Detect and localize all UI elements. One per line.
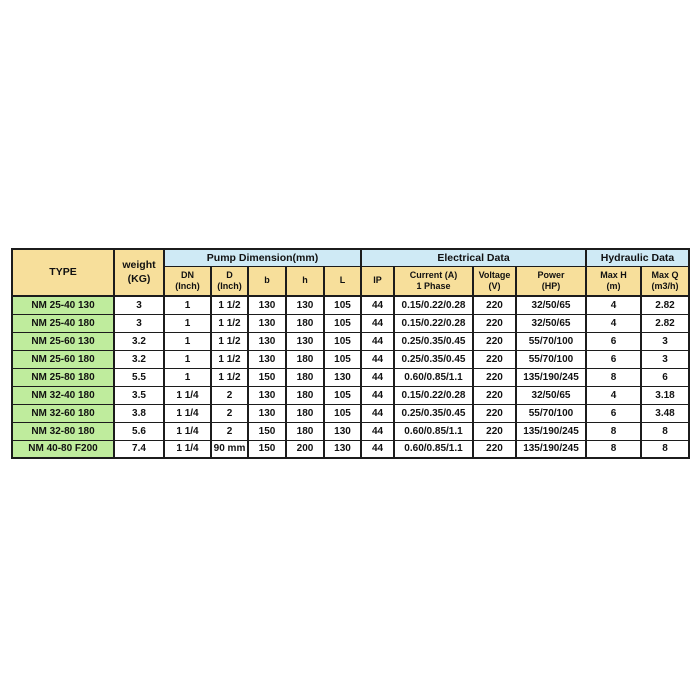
spec-value-cell: 6: [586, 350, 641, 368]
spec-value-cell: 1 1/2: [211, 350, 248, 368]
spec-value-cell: 3: [114, 296, 164, 314]
spec-value-cell: 32/50/65: [516, 314, 586, 332]
spec-value-cell: 7.4: [114, 440, 164, 458]
spec-value-cell: 4: [586, 314, 641, 332]
spec-value-cell: 32/50/65: [516, 296, 586, 314]
header-line: (KG): [127, 272, 151, 285]
spec-value-cell: 130: [324, 368, 361, 386]
pump-type-cell: NM 25-60 180: [12, 350, 114, 368]
spec-value-cell: 0.15/0.22/0.28: [394, 296, 473, 314]
group-header-pump-dimension: Pump Dimension(mm): [164, 249, 361, 266]
header-line: (HP): [541, 280, 561, 291]
spec-value-cell: 8: [586, 368, 641, 386]
spec-value-cell: 1 1/4: [164, 404, 211, 422]
spec-value-cell: 220: [473, 440, 516, 458]
spec-value-cell: 1: [164, 368, 211, 386]
spec-value-cell: 220: [473, 314, 516, 332]
spec-value-cell: 0.25/0.35/0.45: [394, 404, 473, 422]
col-header-dn: [164, 266, 211, 296]
col-header-b: [248, 266, 286, 296]
spec-value-cell: 0.60/0.85/1.1: [394, 368, 473, 386]
spec-value-cell: 220: [473, 296, 516, 314]
spec-value-cell: 44: [361, 350, 394, 368]
spec-value-cell: 44: [361, 422, 394, 440]
spec-value-cell: 130: [248, 386, 286, 404]
spec-value-cell: 135/190/245: [516, 422, 586, 440]
spec-value-cell: 44: [361, 386, 394, 404]
col-header-ip: [361, 266, 394, 296]
spec-value-cell: 130: [248, 314, 286, 332]
table-row: [12, 368, 689, 386]
spec-value-cell: 220: [473, 368, 516, 386]
spec-value-cell: 1 1/2: [211, 296, 248, 314]
spec-value-cell: 55/70/100: [516, 332, 586, 350]
spec-value-cell: 105: [324, 332, 361, 350]
header-line: b: [264, 275, 270, 286]
pump-type-cell: NM 32-60 180: [12, 404, 114, 422]
spec-value-cell: 105: [324, 314, 361, 332]
spec-value-cell: 2.82: [641, 296, 689, 314]
spec-value-cell: 180: [286, 368, 324, 386]
spec-value-cell: 130: [248, 350, 286, 368]
spec-value-cell: 180: [286, 422, 324, 440]
spec-value-cell: 0.60/0.85/1.1: [394, 422, 473, 440]
spec-value-cell: 44: [361, 296, 394, 314]
spec-value-cell: 44: [361, 404, 394, 422]
col-header-power: [516, 266, 586, 296]
spec-value-cell: 8: [641, 422, 689, 440]
spec-value-cell: 150: [248, 440, 286, 458]
spec-value-cell: 44: [361, 332, 394, 350]
pump-type-cell: NM 40-80 F200: [12, 440, 114, 458]
header-line: L: [339, 275, 346, 286]
spec-value-cell: 130: [248, 296, 286, 314]
spec-value-cell: 3: [641, 332, 689, 350]
spec-value-cell: 1 1/2: [211, 368, 248, 386]
group-header-electrical-data: Electrical Data: [361, 249, 586, 266]
spec-value-cell: 6: [586, 332, 641, 350]
spec-value-cell: 130: [286, 332, 324, 350]
col-header-voltage: [473, 266, 516, 296]
header-line: Current (A): [409, 269, 458, 280]
col-header-l: [324, 266, 361, 296]
spec-value-cell: 130: [248, 332, 286, 350]
spec-value-cell: 180: [286, 386, 324, 404]
spec-value-cell: 2: [211, 404, 248, 422]
spec-value-cell: 5.5: [114, 368, 164, 386]
spec-value-cell: 3: [641, 350, 689, 368]
spec-value-cell: 3.5: [114, 386, 164, 404]
header-line: DN: [181, 269, 194, 280]
header-line: Voltage: [478, 269, 511, 280]
spec-value-cell: 1 1/2: [211, 332, 248, 350]
spec-value-cell: 0.25/0.35/0.45: [394, 332, 473, 350]
spec-value-cell: 0.25/0.35/0.45: [394, 350, 473, 368]
spec-value-cell: 200: [286, 440, 324, 458]
group-header-hydraulic-data: Hydraulic Data: [586, 249, 689, 266]
table-header: [12, 249, 689, 296]
table-row: [12, 404, 689, 422]
spec-value-cell: 105: [324, 350, 361, 368]
pump-type-cell: NM 32-40 180: [12, 386, 114, 404]
spec-value-cell: 2.82: [641, 314, 689, 332]
spec-value-cell: 220: [473, 350, 516, 368]
col-header-h: [286, 266, 324, 296]
col-header-current: [394, 266, 473, 296]
table-row: [12, 296, 689, 314]
table-body: [12, 296, 689, 458]
spec-value-cell: 3.18: [641, 386, 689, 404]
spec-value-cell: 44: [361, 314, 394, 332]
spec-value-cell: 55/70/100: [516, 350, 586, 368]
spec-value-cell: 150: [248, 422, 286, 440]
spec-value-cell: 105: [324, 386, 361, 404]
spec-value-cell: 130: [286, 296, 324, 314]
spec-value-cell: 4: [586, 386, 641, 404]
spec-value-cell: 3.2: [114, 350, 164, 368]
table-row: [12, 350, 689, 368]
spec-value-cell: 2: [211, 422, 248, 440]
spec-value-cell: 1 1/4: [164, 422, 211, 440]
pump-type-cell: NM 32-80 180: [12, 422, 114, 440]
spec-value-cell: 3.2: [114, 332, 164, 350]
spec-value-cell: 105: [324, 296, 361, 314]
header-line: Max H: [600, 269, 627, 280]
spec-value-cell: 44: [361, 440, 394, 458]
col-header-d: [211, 266, 248, 296]
header-line: Max Q: [651, 269, 679, 280]
spec-value-cell: 8: [586, 440, 641, 458]
pump-type-cell: NM 25-40 130: [12, 296, 114, 314]
spec-value-cell: 180: [286, 314, 324, 332]
spec-value-cell: 2: [211, 386, 248, 404]
pump-type-cell: NM 25-60 130: [12, 332, 114, 350]
table-row: [12, 440, 689, 458]
spec-value-cell: 44: [361, 368, 394, 386]
spec-value-cell: 0.15/0.22/0.28: [394, 386, 473, 404]
header-line: (m): [606, 280, 621, 291]
col-header-max-q: [641, 266, 689, 296]
pump-spec-table: [11, 248, 690, 459]
spec-value-cell: 180: [286, 404, 324, 422]
header-line: (Inch): [175, 280, 200, 291]
spec-value-cell: 220: [473, 386, 516, 404]
pump-type-cell: NM 25-80 180: [12, 368, 114, 386]
spec-value-cell: 1: [164, 314, 211, 332]
spec-value-cell: 90 mm: [211, 440, 248, 458]
spec-value-cell: 1: [164, 350, 211, 368]
spec-value-cell: 3.48: [641, 404, 689, 422]
header-line: (m3/h): [651, 280, 679, 291]
spec-value-cell: 220: [473, 404, 516, 422]
header-line: (V): [488, 280, 501, 291]
col-header-weight: [114, 249, 164, 296]
header-line: D: [226, 269, 233, 280]
col-header-max-h: [586, 266, 641, 296]
spec-value-cell: 32/50/65: [516, 386, 586, 404]
header-line: IP: [373, 275, 382, 286]
spec-value-cell: 130: [324, 422, 361, 440]
spec-value-cell: 150: [248, 368, 286, 386]
spec-value-cell: 1: [164, 332, 211, 350]
spec-value-cell: 135/190/245: [516, 368, 586, 386]
group-header-row: [12, 249, 689, 266]
spec-value-cell: 3.8: [114, 404, 164, 422]
header-line: h: [302, 275, 308, 286]
spec-value-cell: 1 1/4: [164, 386, 211, 404]
spec-value-cell: 8: [641, 440, 689, 458]
spec-value-cell: 135/190/245: [516, 440, 586, 458]
table-row: [12, 422, 689, 440]
spec-value-cell: 0.15/0.22/0.28: [394, 314, 473, 332]
spec-value-cell: 0.60/0.85/1.1: [394, 440, 473, 458]
spec-value-cell: 6: [641, 368, 689, 386]
spec-value-cell: 1: [164, 296, 211, 314]
spec-value-cell: 8: [586, 422, 641, 440]
table-row: [12, 386, 689, 404]
header-line: 1 Phase: [416, 280, 451, 291]
spec-value-cell: 130: [324, 440, 361, 458]
spec-value-cell: 3: [114, 314, 164, 332]
header-line: (Inch): [217, 280, 242, 291]
spec-value-cell: 130: [248, 404, 286, 422]
header-line: Power: [537, 269, 565, 280]
spec-value-cell: 4: [586, 296, 641, 314]
spec-value-cell: 5.6: [114, 422, 164, 440]
spec-value-cell: 1 1/4: [164, 440, 211, 458]
spec-value-cell: 180: [286, 350, 324, 368]
spec-value-cell: 105: [324, 404, 361, 422]
spec-value-cell: 220: [473, 332, 516, 350]
spec-value-cell: 6: [586, 404, 641, 422]
pump-type-cell: NM 25-40 180: [12, 314, 114, 332]
table-row: [12, 314, 689, 332]
spec-value-cell: 1 1/2: [211, 314, 248, 332]
table-row: [12, 332, 689, 350]
header-line: weight: [122, 259, 156, 272]
spec-value-cell: 220: [473, 422, 516, 440]
col-header-type: TYPE: [12, 249, 114, 296]
spec-value-cell: 55/70/100: [516, 404, 586, 422]
